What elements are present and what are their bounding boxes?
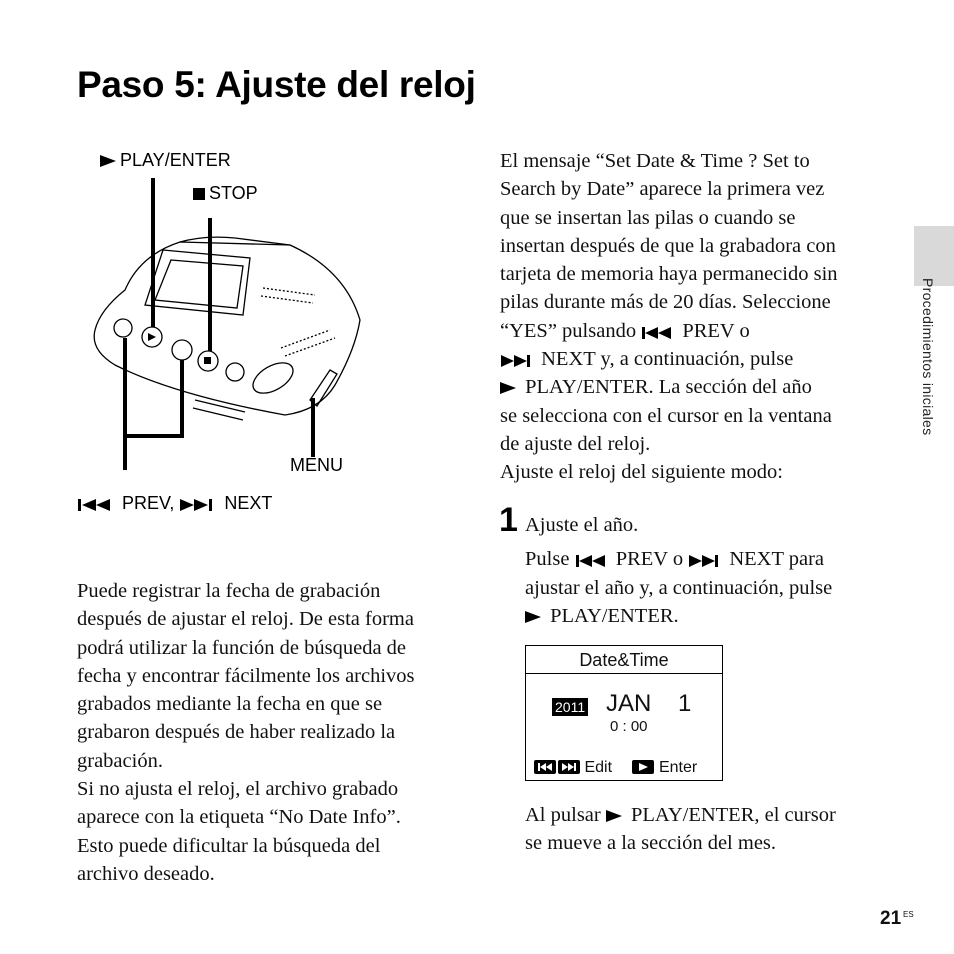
section-tab [914, 226, 954, 286]
next-icon [688, 554, 724, 568]
intro-paragraph: Puede registrar la fecha de grabación después de ajustar el reloj. De esta forma podrá utilizar la función de búsqueda de fecha y encontrar fácilmente los archivos grabados mediante la fecha en que se grabaron después de haber realizado la grabación. Si no ajusta el reloj, el archivo grabado aparece con la etiqueta “No Date Info”. Esto puede dificultar la búsqueda del archivo deseado. [77, 580, 415, 885]
prev-icon [641, 326, 677, 340]
page-title: Paso 5: Ajuste del reloj [77, 64, 476, 105]
menu-label: MENU [290, 455, 343, 475]
stop-label: STOP [193, 183, 258, 204]
day-field: 1 [678, 690, 692, 717]
ic-recorder-illustration [85, 170, 365, 470]
time-field: 0 : 00 [610, 718, 648, 735]
after-paragraph: Al pulsar PLAY/ENTER, el cursor se mueve a la sección del mes. [525, 804, 836, 855]
play-icon [606, 810, 622, 822]
enter-label: Enter [658, 759, 698, 776]
next-icon [500, 354, 536, 368]
play-icon [500, 382, 516, 394]
play-icon [100, 155, 116, 167]
prev-icon [77, 498, 117, 512]
play-icon [525, 611, 541, 623]
year-field: 2011 [552, 698, 588, 716]
step-1-text: Ajuste el año. Pulse PREV o NEXT para ajustar el año y, a continuación, pulse PLAY/ENTER. [525, 514, 833, 627]
section-tab-label: Procedimientos iniciales [920, 278, 936, 436]
next-key-icon [558, 760, 580, 774]
next-icon [179, 498, 219, 512]
display-title: Date&Time [526, 646, 722, 674]
prev-key-icon [534, 760, 556, 774]
play-enter-label: PLAY/ENTER [100, 150, 231, 171]
page-number: 21 [880, 908, 902, 929]
date-time-display [525, 645, 723, 781]
display-footer [534, 759, 697, 777]
edit-label: Edit [584, 759, 613, 776]
month-field: JAN [606, 690, 652, 717]
instructions-paragraph: El mensaje “Set Date & Time ? Set to Search by Date” aparece la primera vez que se insertan las pilas o cuando se insertan después de que la grabadora con tarjeta de memoria haya permanecido sin pilas durante más de 20 días. Seleccione “YES” pulsando PREV o NEXT y, a continuación, pulse PLAY/ENTER. La sección del año se selecciona con el cursor en la ventana de ajuste del reloj. Ajuste el reloj del siguiente modo: [500, 150, 838, 484]
prev-icon [575, 554, 611, 568]
play-key-icon [632, 760, 654, 774]
page-language-code: ES [903, 910, 914, 919]
prev-next-label: PREV, NEXT [77, 493, 272, 514]
step-number: 1 [499, 501, 518, 539]
